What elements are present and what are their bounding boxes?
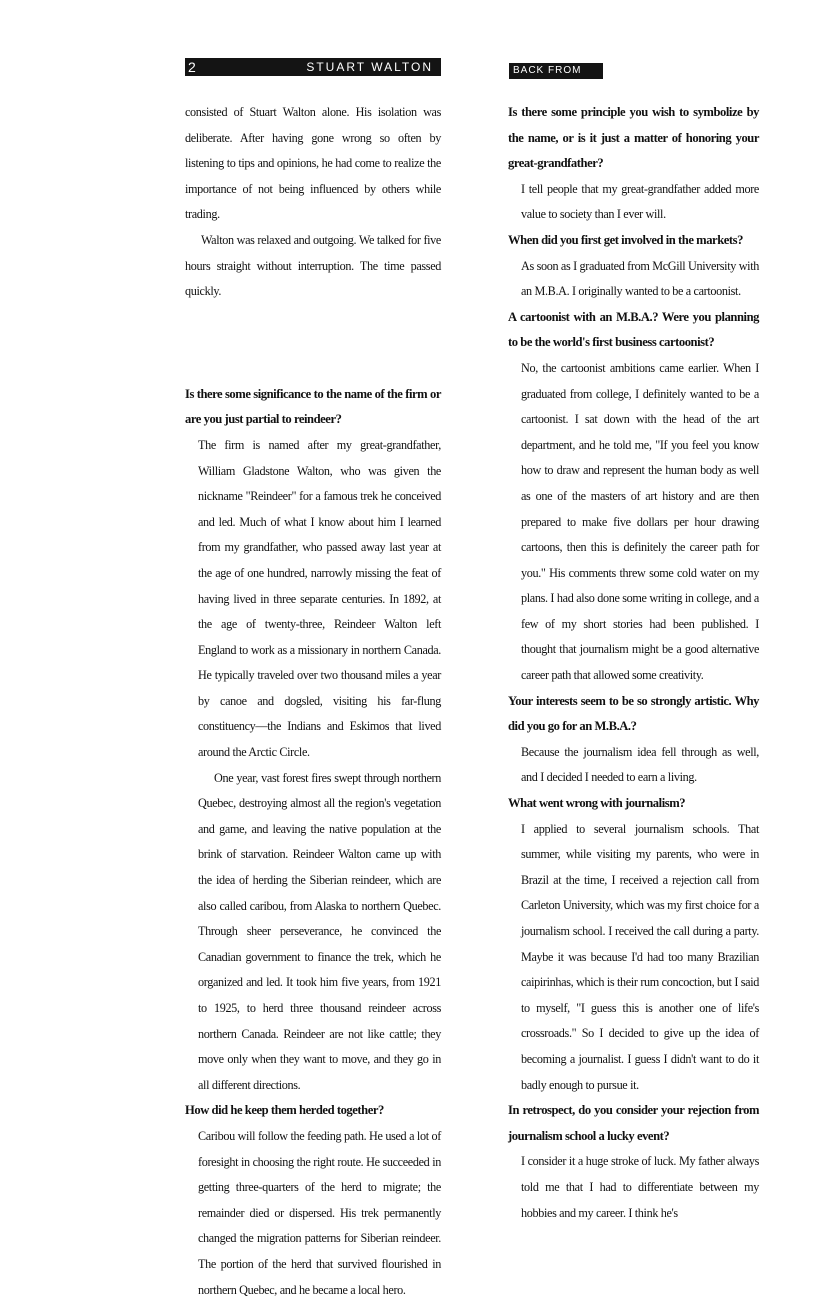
interview-answer: One year, vast forest fires swept through northern Quebec, destroying almost all the region's vegetation and game, and leaving the native population at the brink of starvation. Reindeer Walton came up with the idea of herding the Siberian reindeer, which are also called caribou, from Alaska to northern Quebec. Through sheer perseverance, he convinced the Canadian government to finance the trek, which he organized and led. It took him five years, from 1921 to 1925, to herd three thousand reindeer across northern Canada. Reindeer are not like cattle; they move only when they want to move, and they go in all different directions. bbox=[198, 770, 441, 1092]
interview-answer: I applied to several journalism schools. That summer, while visiting my parents, who were in Brazil at the time, I received a rejection call from Carleton University, which was my first choice for a journalism school. I received the call during a party. Maybe it was because I'd had too many Brazilian caipirinhas, which is their rum concoction, but I said to myself, "I guess this is another one of life's crossroads." So I decided to give up the idea of becoming a journalist. I guess I didn't want to do it badly enough to pursue it. bbox=[521, 821, 759, 1092]
running-header-author: STUART WALTON bbox=[306, 60, 433, 74]
interview-question: How did he keep them herded together? bbox=[185, 1103, 384, 1118]
interview-answer: As soon as I graduated from McGill University with an M.B.A. I originally wanted to be a cartoonist. bbox=[521, 258, 759, 299]
interview-question: Your interests seem to be so strongly artistic. Why did you go for an M.B.A.? bbox=[508, 693, 759, 734]
section-break bbox=[185, 305, 441, 382]
interview-question: Is there some principle you wish to symbolize by the name, or is it just a matter of honoring your great-grandfather? bbox=[508, 105, 759, 171]
right-column bbox=[508, 100, 759, 1226]
interview-answer: The firm is named after my great-grandfather, William Gladstone Walton, who was given the nickname "Reindeer" for a famous trek he conceived and led. Much of what I know about him I learned from my grandfather, who passed away last year at the age of one hundred, narrowly missing the feat of having lived in three separate centuries. In 1892, at the age of twenty-three, Reindeer Walton left England to work as a missionary in northern Canada. He typically traveled over two thousand miles a year by canoe and dogsled, visiting his far-flung constituency—the Indians and Eskimos that lived around the Arctic Circle. bbox=[198, 437, 441, 760]
running-header-right bbox=[509, 63, 603, 92]
interview-answer: Caribou will follow the feeding path. He used a lot of foresight in choosing the right route. He succeeded in getting three-quarters of the herd to migrate; the remainder died or dispersed. His trek permanently changed the migration patterns for Siberian reindeer. The portion of the herd that survived flourished in northern Quebec, and he became a local hero. bbox=[198, 1128, 441, 1297]
intro-paragraph: Walton was relaxed and outgoing. We talked for five hours straight without interruption. The time passed quickly. bbox=[185, 232, 441, 299]
page-number: 2 bbox=[188, 59, 196, 75]
interview-answer: No, the cartoonist ambitions came earlier. When I graduated from college, I definitely wanted to be a cartoonist. I sat down with the head of the art department, and he told me, "If you feel you know how to draw and represent the human body as well as one of the masters of art history and are then prepared to make five dollars per hour drawing cartoons, then this is definitely the career path for you." His comments threw some cold water on my plans. I had also done some writing in college, and a few of my short stories had been published. I thought that journalism might be a good alternative career path that allowed some creativity. bbox=[521, 360, 759, 683]
chapter-title-emphasis: THE ABYSS bbox=[513, 81, 579, 92]
intro-paragraph: consisted of Stuart Walton alone. His isolation was deliberate. After having gone wrong so often by listening to tips and opinions, he had come to realize the importance of not being influenced by others while trading. bbox=[185, 105, 441, 222]
interview-answer: Because the journalism idea fell through as well, and I decided I needed to earn a living. bbox=[521, 744, 759, 785]
chapter-title-prefix: BACK FROM bbox=[513, 65, 582, 76]
interview-question: When did you first get involved in the markets? bbox=[508, 232, 743, 247]
interview-answer: I consider it a huge stroke of luck. My father always told me that I had to differentiate between my hobbies and my career. I think he's bbox=[521, 1154, 759, 1220]
interview-answer: I tell people that my great-grandfather added more value to society than I ever will. bbox=[521, 181, 759, 222]
interview-question: In retrospect, do you consider your rejection from journalism school a lucky event? bbox=[508, 1103, 759, 1143]
running-header-left bbox=[185, 58, 441, 76]
interview-question: A cartoonist with an M.B.A.? Were you planning to be the world's first business cartoonist? bbox=[508, 309, 759, 350]
interview-question: Is there some significance to the name of the firm or are you just partial to reindeer? bbox=[185, 386, 441, 427]
interview-question: What went wrong with journalism? bbox=[508, 796, 686, 811]
